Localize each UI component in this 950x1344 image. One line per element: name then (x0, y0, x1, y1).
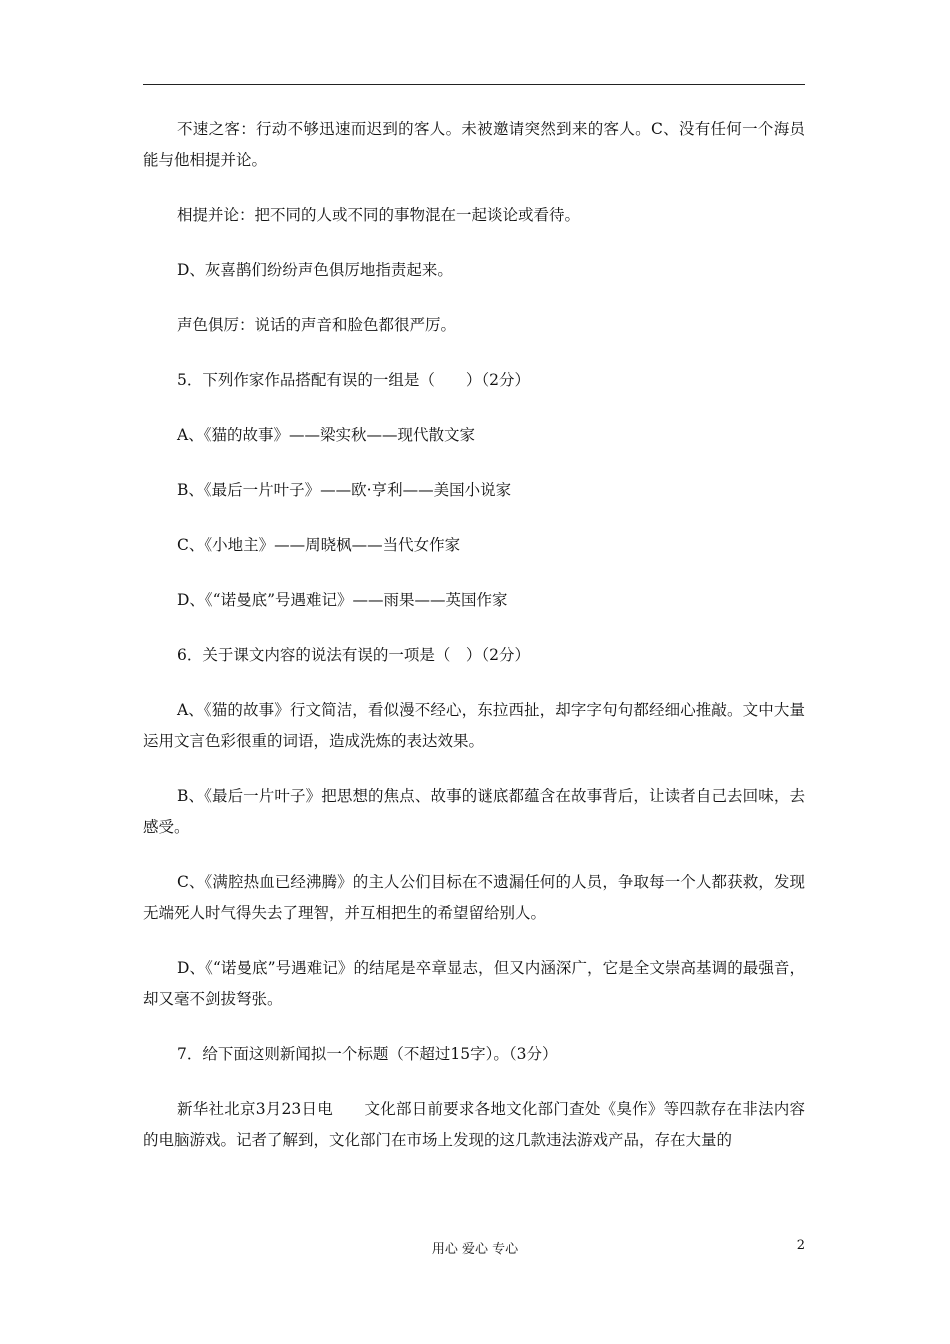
question-7: 7．给下面这则新闻拟一个标题（不超过15字）。（3分） (177, 1045, 558, 1063)
question-5: 5．下列作家作品搭配有误的一组是（ ）（2分） (177, 371, 530, 389)
page-number: 2 (796, 1238, 805, 1253)
page-footer (0, 1238, 950, 1258)
option-5c: C、《小地主》——周晓枫——当代女作家 (177, 536, 461, 554)
option-5a: A、《猫的故事》——梁实秋——现代散文家 (177, 426, 475, 444)
question-6: 6．关于课文内容的说法有误的一项是（ ）（2分） (177, 646, 530, 664)
option-6b: B、《最后一片叶子》把思想的焦点、故事的谜底都蕴含在故事背后，让读者自己去回味，去感受。 (143, 787, 805, 836)
option-6d: D、《“诺曼底”号遇难记》的结尾是卒章显志，但又内涵深广，它是全文崇高基调的最强音，却又毫不剑拔弩张。 (143, 959, 805, 1008)
option-5b: B、《最后一片叶子》——欧·亨利——美国小说家 (177, 481, 512, 499)
footer-motto: 用心 爱心 专心 (431, 1242, 519, 1257)
option-6a: A、《猫的故事》行文简洁，看似漫不经心，东拉西扯，却字字句句都经细心推敲。文中大量运用文言色彩很重的词语，造成洗炼的表达效果。 (143, 701, 805, 750)
paragraph-3: D、灰喜鹊们纷纷声色俱厉地指责起来。 (177, 261, 453, 279)
news-passage: 新华社北京3月23日电 文化部日前要求各地文化部门查处《臭作》等四款存在非法内容的电脑游戏。记者了解到，文化部门在市场上发现的这几款违法游戏产品，存在大量的 (143, 1100, 805, 1149)
paragraph-1: 不速之客：行动不够迅速而迟到的客人。未被邀请突然到来的客人。C、没有任何一个海员能与他相提并论。 (143, 120, 805, 169)
option-5d: D、《“诺曼底”号遇难记》——雨果——英国作家 (177, 591, 508, 609)
option-6c: C、《满腔热血已经沸腾》的主人公们目标在不遗漏任何的人员，争取每一个人都获救，发现无端死人时气得失去了理智，并互相把生的希望留给别人。 (143, 873, 805, 922)
paragraph-4: 声色俱厉：说话的声音和脸色都很严厉。 (177, 316, 457, 334)
document-body (143, 114, 805, 1180)
paragraph-2: 相提并论：把不同的人或不同的事物混在一起谈论或看待。 (177, 206, 581, 224)
header-rule (143, 84, 805, 85)
